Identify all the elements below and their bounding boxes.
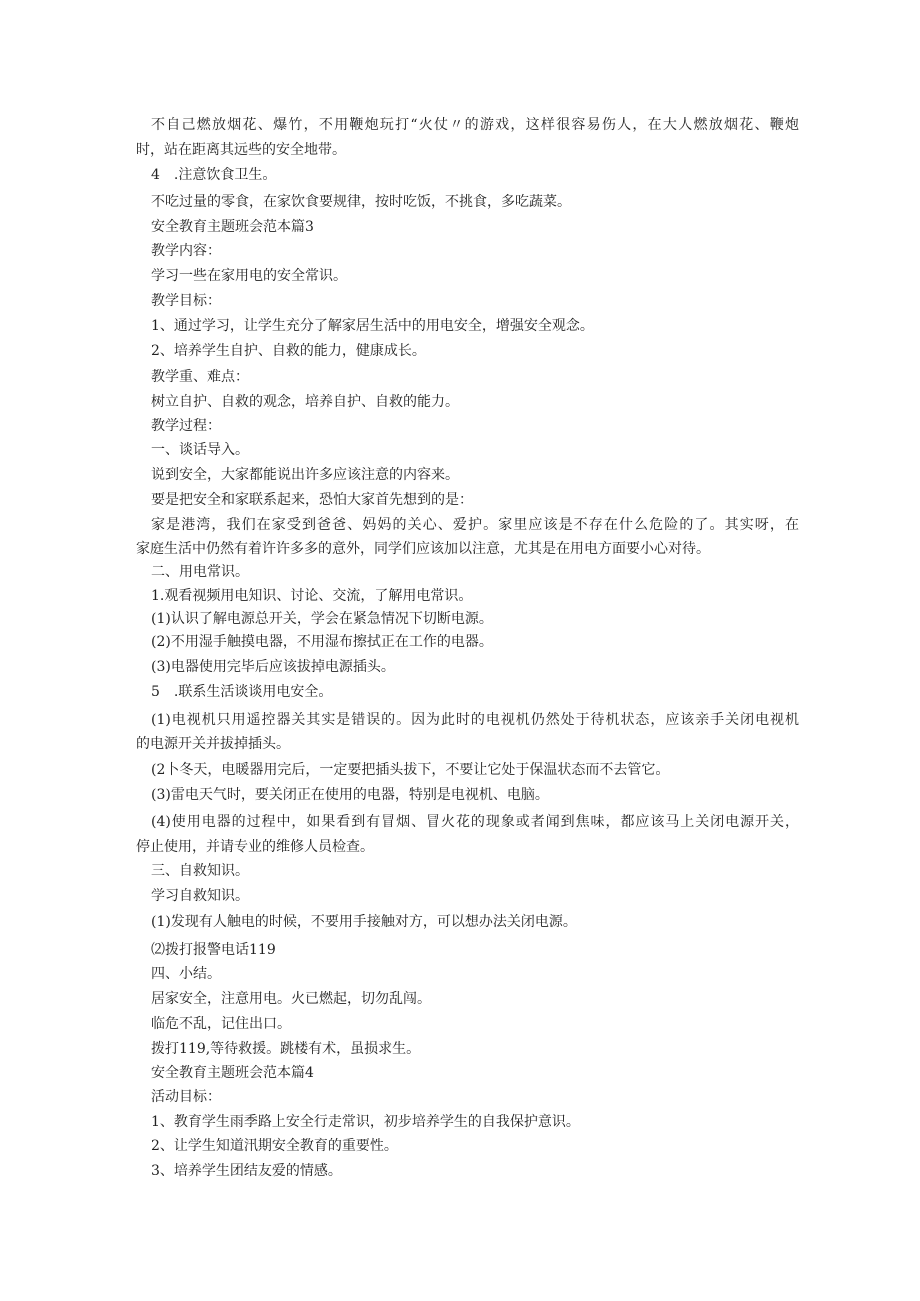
list-item: 1.观看视频用电知识、讨论、交流，了解用电常识。 bbox=[151, 588, 473, 604]
paragraph-line: 家是港湾，我们在家受到爸爸、妈妈的关心、爱护。家里应该是不存在什么危险的了。其实呀，在 bbox=[151, 517, 799, 533]
list-item: 1、通过学习，让学生充分了解家居生活中的用电安全，增强安全观念。 bbox=[151, 318, 594, 334]
label-line: 教学过程： bbox=[151, 418, 221, 434]
section-heading: 安全教育主题班会范本篇4 bbox=[151, 1065, 314, 1081]
paragraph-line: 居家安全，注意用电。火已燃起，切勿乱闯。 bbox=[151, 991, 431, 1007]
subheading: 四、小结。 bbox=[151, 966, 221, 982]
paragraph-line: 停止使用，并请专业的维修人员检查。 bbox=[136, 839, 374, 855]
subheading: 三、自救知识。 bbox=[151, 863, 249, 879]
list-item: (2)不用湿手触摸电器，不用湿布擦拭正在工作的电器。 bbox=[151, 634, 493, 650]
list-item: (1)发现有人触电的时候，不要用手接触对方，可以想办法关闭电源。 bbox=[151, 914, 577, 930]
list-item: ⑵拨打报警电话119 bbox=[151, 942, 276, 958]
list-item: (3)电器使用完毕后应该拔掉电源插头。 bbox=[151, 659, 395, 675]
list-item: (2卜冬天，电暖器用完后，一定要把插头拔下，不要让它处于保温状态而不去管它。 bbox=[151, 762, 670, 778]
list-item: 5 .联系生活谈谈用电安全。 bbox=[151, 684, 333, 700]
subheading: 一、谈话导入。 bbox=[151, 442, 249, 458]
paragraph-line: 时，站在距离其远些的安全地带。 bbox=[136, 142, 346, 158]
label-line: 教学目标： bbox=[151, 293, 221, 309]
label-line: 活动目标： bbox=[151, 1089, 221, 1105]
paragraph-line: 学习一些在家用电的安全常识。 bbox=[151, 268, 347, 284]
paragraph-line: 要是把安全和家联系起来，恐怕大家首先想到的是： bbox=[151, 492, 473, 508]
list-item: 2、让学生知道汛期安全教育的重要性。 bbox=[151, 1138, 398, 1154]
list-item: (1)电视机只用遥控器关其实是错误的。因为此时的电视机仍然处于待机状态，应该亲手关闭电视机 bbox=[151, 712, 799, 728]
section-heading: 安全教育主题班会范本篇3 bbox=[151, 219, 314, 235]
list-item: (3)雷电天气时，要关闭正在使用的电器，特别是电视机、电脑。 bbox=[151, 787, 549, 803]
paragraph-line: 说到安全，大家都能说出许多应该注意的内容来。 bbox=[151, 467, 459, 483]
list-item: (1)认识了解电源总开关，学会在紧急情况下切断电源。 bbox=[151, 611, 493, 627]
list-item: 3、培养学生团结友爱的情感。 bbox=[151, 1163, 342, 1179]
paragraph-line: 家庭生活中仍然有着许许多多的意外，同学们应该加以注意，尤其是在用电方面要小心对待。 bbox=[136, 541, 710, 557]
paragraph-line: 不自己燃放烟花、爆竹，不用鞭炮玩打“火仗〃的游戏，这样很容易伤人，在大人燃放烟花、鞭炮 bbox=[151, 117, 799, 133]
label-line: 教学内容： bbox=[151, 243, 221, 259]
list-item: 1、教育学生雨季路上安全行走常识，初步培养学生的自我保护意识。 bbox=[151, 1114, 580, 1130]
paragraph-line: 学习自救知识。 bbox=[151, 888, 249, 904]
paragraph-line: 树立自护、自救的观念，培养自护、自救的能力。 bbox=[151, 394, 459, 410]
list-item: (4)使用电器的过程中，如果看到有冒烟、冒火花的现象或者闻到焦味，都应该马上关闭电源开关， bbox=[151, 814, 799, 830]
list-item: 2、培养学生自护、自救的能力，健康成长。 bbox=[151, 343, 426, 359]
paragraph-line: 临危不乱，记住出口。 bbox=[151, 1016, 291, 1032]
paragraph-line: 的电源开关并拔掉插头。 bbox=[136, 736, 290, 752]
label-line: 教学重、难点： bbox=[151, 369, 249, 385]
paragraph-line: 拨打119,等待救援。跳楼有术，虽损求生。 bbox=[151, 1041, 421, 1057]
list-item: 4 .注意饮食卫生。 bbox=[151, 167, 277, 183]
subheading: 二、用电常识。 bbox=[151, 564, 249, 580]
paragraph-line: 不吃过量的零食，在家饮食要规律，按时吃饭，不挑食，多吃蔬菜。 bbox=[151, 194, 571, 210]
